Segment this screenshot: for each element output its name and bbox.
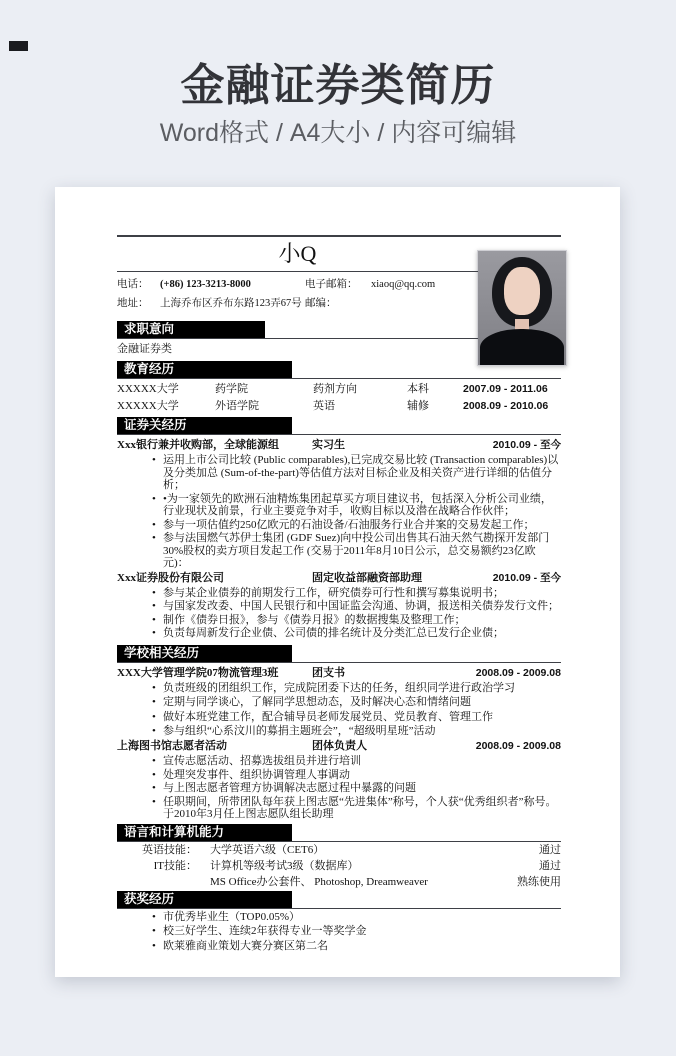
name-block bbox=[117, 235, 561, 272]
skill-row bbox=[117, 875, 561, 890]
section-rule-objective bbox=[117, 321, 478, 339]
activity-org: XXX大学管理学院07物流管理3班 bbox=[117, 666, 279, 679]
section-rule-school bbox=[117, 645, 561, 663]
bullet-item: • 宣传志愿活动、招募选拔组员并进行培训 bbox=[117, 755, 561, 768]
address-value: 上海乔布区乔布东路123弄67号 bbox=[160, 298, 302, 309]
bullet-item: • 参与某企业债券的前期发行工作，研究债券可行性和撰写募集说明书； bbox=[117, 587, 561, 600]
objective-value: 金融证券类 bbox=[117, 343, 172, 355]
job-bullet-list bbox=[117, 587, 561, 640]
education-table bbox=[117, 382, 561, 414]
activity-period: 2008.09 - 2009.08 bbox=[475, 666, 561, 679]
edu-college: 外语学院 bbox=[215, 400, 259, 412]
section-bar-education: 教育经历 bbox=[117, 361, 292, 378]
edu-major: 英语 bbox=[313, 400, 335, 412]
contact-info bbox=[117, 277, 485, 312]
edu-degree: 辅修 bbox=[407, 400, 429, 412]
activity-bullet-list bbox=[117, 755, 561, 821]
postcode-value bbox=[371, 296, 485, 312]
email-label: 电子邮箱： bbox=[305, 279, 358, 290]
skill-label: IT技能： bbox=[153, 859, 197, 872]
job-period: 2010.09 - 至今 bbox=[492, 439, 561, 451]
activity-org: 上海图书馆志愿者活动 bbox=[117, 740, 227, 752]
bullet-item: • 负责每周新发行企业债、公司债的排名统计及分类汇总已发行企业债； bbox=[117, 627, 561, 640]
bullet-item: • 参与组织“心系汶川的募捐主题班会”，“超级明星班”活动 bbox=[117, 725, 561, 738]
bullet-item: • 任职期间，所带团队每年获上图志愿“先进集体”称号，个人获“优秀组织者”称号。于2010年3月任上图志愿队组长助理 bbox=[117, 796, 561, 821]
edu-school: XXXXX大学 bbox=[117, 400, 179, 412]
skill-value: 计算机等级考试3级（数据库） bbox=[210, 859, 359, 872]
activity-period: 2008.09 - 2009.08 bbox=[475, 740, 561, 752]
section-rule-experience bbox=[117, 417, 561, 435]
skill-status: 通过 bbox=[539, 843, 561, 856]
section-rule-awards bbox=[117, 891, 561, 909]
skill-row bbox=[117, 859, 561, 874]
bullet-item: • 处理突发事件、组织协调管理人事调动 bbox=[117, 769, 561, 782]
award-item: • 欧莱雅商业策划大赛分赛区第二名 bbox=[117, 940, 561, 953]
job-period: 2010.09 - 至今 bbox=[492, 571, 561, 584]
job-header bbox=[117, 439, 561, 452]
resume-page bbox=[55, 187, 620, 977]
email-value: xiaoq@qq.com bbox=[371, 279, 436, 290]
edu-period: 2007.09 - 2011.06 bbox=[463, 383, 548, 395]
skill-value: 大学英语六级（CET6） bbox=[210, 843, 325, 856]
activity-role: 团体负责人 bbox=[312, 740, 367, 752]
skill-value: MS Office办公套件、 Photoshop, Dreamweaver bbox=[210, 875, 428, 888]
section-rule-education bbox=[117, 361, 561, 379]
activity-header bbox=[117, 667, 561, 680]
bullet-item: • •为一家领先的欧洲石油精炼集团起草买方项目建议书，包括深入分析公司业绩，行业现状及前景，行业主要竞争对手，收购目标以及潜在战略合作伙伴； bbox=[117, 493, 561, 518]
page-title: 金融证券类简历 bbox=[180, 61, 496, 110]
skill-label bbox=[117, 875, 197, 890]
bullet-item: • 制作《债券日报》，参与《债券月报》的数据搜集及整理工作； bbox=[117, 614, 561, 627]
edu-college: 药学院 bbox=[215, 383, 248, 395]
corner-mark bbox=[9, 41, 28, 51]
bullet-item: • 定期与同学谈心，了解同学思想动态，及时解决心态和情绪问题 bbox=[117, 696, 561, 709]
bullet-item: • 运用上市公司比较 (Public comparables),已完成交易比较 (Transaction comparables)以及分类加总 (Sum-of-the-part)等估值方法对目标企业及相关资产进行详细的估值分析； bbox=[117, 454, 561, 492]
job-role: 实习生 bbox=[312, 439, 345, 451]
bullet-item: • 与上图志愿者管理方协调解决志愿过程中暴露的问题 bbox=[117, 782, 561, 795]
page-subtitle: Word格式 / A4大小 / 内容可编辑 bbox=[159, 119, 517, 147]
education-row bbox=[117, 382, 561, 397]
section-rule-skills bbox=[117, 824, 561, 842]
section-bar-awards: 获奖经历 bbox=[117, 891, 292, 908]
edu-school: XXXXX大学 bbox=[117, 383, 179, 395]
bullet-item: • 参与法国燃气苏伊士集团 (GDF Suez)向中投公司出售其石油天然气勘探开发部门30%股权的卖方项目发起工作 (交易于2011年8月10日公示，总交易额约23亿欧元)： bbox=[117, 532, 561, 570]
skill-row bbox=[117, 843, 561, 858]
skill-status: 熟练使用 bbox=[517, 875, 561, 888]
award-item: • 市优秀毕业生（TOP0.05%） bbox=[117, 911, 561, 924]
section-bar-skills: 语言和计算机能力 bbox=[117, 824, 292, 841]
bullet-item: • 与国家发改委、中国人民银行和中国证监会沟通、协调，报送相关债券发行文件； bbox=[117, 600, 561, 613]
award-item: • 校三好学生、连续2年获得专业一等奖学金 bbox=[117, 925, 561, 938]
job-org: Xxx证券股份有限公司 bbox=[117, 571, 224, 584]
job-role: 固定收益部融资部助理 bbox=[312, 571, 422, 584]
bullet-item: • 做好本班党建工作，配合辅导员老师发展党员、党员教育、管理工作 bbox=[117, 711, 561, 724]
masthead bbox=[0, 62, 676, 147]
resume-content bbox=[117, 187, 561, 954]
edu-period: 2008.09 - 2010.06 bbox=[463, 400, 549, 412]
job-org: Xxx银行兼并收购部，全球能源组 bbox=[117, 439, 279, 451]
skill-status: 通过 bbox=[539, 859, 561, 872]
postcode-label: 邮编： bbox=[305, 298, 337, 309]
candidate-name: 小Q bbox=[117, 237, 478, 272]
address-label: 地址： bbox=[117, 298, 149, 309]
section-bar-objective: 求职意向 bbox=[117, 321, 265, 338]
edu-degree: 本科 bbox=[407, 383, 429, 395]
bullet-item: • 参与一项估值约250亿欧元的石油设备/石油服务行业合并案的交易发起工作； bbox=[117, 519, 561, 532]
education-row bbox=[117, 399, 561, 414]
job-header bbox=[117, 572, 561, 585]
activity-bullet-list bbox=[117, 682, 561, 739]
award-list bbox=[117, 911, 561, 953]
section-bar-experience: 证券关经历 bbox=[117, 417, 292, 434]
section-bar-school: 学校相关经历 bbox=[117, 645, 292, 662]
phone-value: (+86) 123-3213-8000 bbox=[160, 279, 251, 290]
activity-role: 团支书 bbox=[312, 666, 345, 679]
skill-label: 英语技能： bbox=[142, 843, 197, 856]
edu-major: 药剂方向 bbox=[313, 383, 357, 395]
activity-header bbox=[117, 740, 561, 753]
bullet-item: • 负责班级的团组织工作，完成院团委下达的任务，组织同学进行政治学习 bbox=[117, 682, 561, 695]
phone-label: 电话： bbox=[117, 279, 149, 290]
job-bullet-list bbox=[117, 454, 561, 570]
